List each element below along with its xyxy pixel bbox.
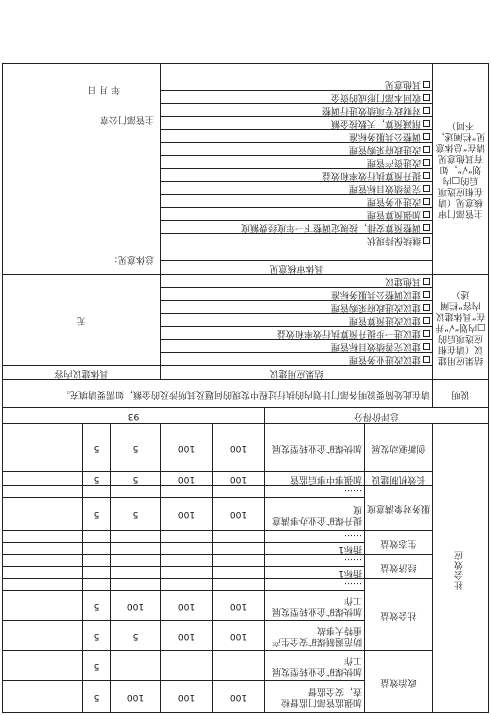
checkbox-icon[interactable] (423, 343, 430, 350)
dept-option-label: 其他意见 (384, 79, 421, 89)
indicator: 加强事中事后监管 (265, 472, 365, 486)
opinions-option[interactable] (161, 314, 432, 327)
weight: 5 (83, 651, 111, 681)
checkbox-icon[interactable] (423, 159, 430, 166)
opinions-option-label: 其他建议 (384, 276, 421, 286)
indicator: 加快煤矿企业转型发展 (265, 424, 365, 472)
weight: 5 (83, 621, 111, 651)
dept-option[interactable] (161, 156, 432, 169)
opinions-option[interactable] (161, 301, 432, 314)
checkbox-icon[interactable] (423, 185, 430, 192)
total-label: 总评价得分 (265, 408, 489, 424)
checkbox-icon[interactable] (423, 356, 430, 363)
checkbox-icon[interactable] (423, 211, 430, 218)
target-score: 100 (161, 681, 213, 713)
checkbox-icon[interactable] (423, 146, 430, 153)
actual-score: 5 (111, 424, 161, 472)
dept-summary-cell (3, 64, 161, 275)
index-score: 100 (213, 621, 265, 651)
dept-list (161, 64, 433, 261)
dept-option[interactable] (161, 208, 432, 221)
indicator: 指标1 (265, 543, 365, 555)
dept-option-label: 调整公共服务标准 (348, 131, 421, 141)
opinions-option-label: 建议进一步提升预算执行效率和效益 (276, 328, 421, 338)
checkbox-icon[interactable] (423, 107, 430, 114)
placeholder: …… (265, 579, 365, 591)
dept-option-label: 削减预算，天数按金额 (330, 118, 421, 128)
evaluation-table (2, 63, 489, 713)
placeholder: …… (265, 531, 365, 543)
dept-option-label: 收回本部门形成的资金 (330, 92, 421, 102)
dept-option[interactable] (161, 78, 432, 91)
checkbox-icon[interactable] (423, 291, 430, 298)
opinions-detail-value: 无 (3, 275, 161, 366)
target-score: 100 (161, 472, 213, 486)
opinions-label: 结果应用建议（请在相应选项后的□内划“√”并在“具体建议内容”栏阐述） (433, 275, 489, 380)
dept-label: 主管部门审核意见（请在相应选项后的□内划“√”，如有其他意见请在“总体意见”栏阐述，不同） (433, 64, 489, 275)
dept-option[interactable] (161, 91, 432, 104)
dept-sign: 主管部门公章 (99, 114, 154, 124)
checkbox-icon[interactable] (423, 304, 430, 311)
target-score: 100 (161, 621, 213, 651)
dept-option[interactable] (161, 130, 432, 143)
target-score: 100 (161, 424, 213, 472)
dept-option-label: 加强预算管理 (366, 209, 421, 219)
dept-option[interactable] (161, 169, 432, 182)
dept-summary: 总体意见： (108, 254, 154, 264)
sub-eco: 生态效益 (365, 531, 433, 555)
indicator: 提升煤矿企业办事满意度 (265, 498, 365, 531)
note-label: 说明 (433, 380, 489, 408)
sub-satisfaction: 服务对象满意度 (365, 486, 433, 531)
sub-mechanism: 长效机制建设 (365, 472, 433, 486)
dept-option[interactable] (161, 234, 432, 246)
actual-score: 100 (111, 681, 161, 713)
opinions-list (161, 275, 433, 366)
actual-score: 5 (111, 472, 161, 486)
checkbox-icon[interactable] (423, 133, 430, 140)
index-score: 100 (213, 472, 265, 486)
checkbox-icon[interactable] (423, 81, 430, 88)
placeholder: …… (265, 555, 365, 567)
dept-option[interactable] (161, 104, 432, 117)
dept-option[interactable] (161, 221, 432, 234)
target-score: 100 (161, 591, 213, 621)
sub-economic: 经济效益 (365, 555, 433, 579)
checkbox-icon[interactable] (423, 198, 430, 205)
weight: 5 (83, 681, 111, 713)
indicator: 加强监管部门监督检查，安全监督 (265, 681, 365, 713)
dept-option-label: 改进政府采购管理 (348, 144, 421, 154)
dept-option-label: 改进资产管理 (366, 157, 421, 167)
opinions-col-header: 结果应用建议 (161, 366, 433, 380)
opinions-option[interactable] (161, 288, 432, 301)
weight: 5 (83, 591, 111, 621)
dept-col-header: 具体审核意见 (161, 261, 433, 275)
actual-score: 5 (111, 621, 161, 651)
index-score: 100 (213, 681, 265, 713)
dept-option-label: 调整预算安排，按规定调整下一年度经费额度 (240, 222, 421, 232)
note-text: 请在此处简要说明各部门计划内的执行过程中发现的问题及其所涉及的金额，如需要请填充。 (3, 380, 433, 408)
actual-score: 100 (111, 591, 161, 621)
weight: 5 (83, 498, 111, 531)
indicator: 指标1 (265, 567, 365, 579)
actual-score: 5 (111, 498, 161, 531)
target-score: 100 (161, 498, 213, 531)
checkbox-icon[interactable] (423, 237, 430, 244)
total-value: 93 (3, 408, 265, 424)
sub-policy: 政治效益 (365, 651, 433, 713)
checkbox-icon[interactable] (423, 278, 430, 285)
index-score: 100 (213, 498, 265, 531)
opinions-option-label: 建议改进政府采购管理 (330, 302, 421, 312)
checkbox-icon[interactable] (423, 172, 430, 179)
dept-option-label: 完善绩效目标管理 (348, 183, 421, 193)
sub-social: 社会效益 (365, 579, 433, 651)
placeholder: …… (265, 486, 365, 498)
opinions-option-label: 建议改进预算管理 (348, 315, 421, 325)
sub-innovation: 创新驱动发展 (365, 424, 433, 472)
opinions-detail-header: 具体建议内容 (3, 366, 161, 380)
dept-option-label: 改进业务管理 (366, 196, 421, 206)
index-score: 100 (213, 424, 265, 472)
opinions-option-label: 建议完善绩效目标管理 (330, 341, 421, 351)
checkbox-icon[interactable] (423, 317, 430, 324)
checkbox-icon[interactable] (423, 330, 430, 337)
opinions-option-label: 建议调整公共服务标准 (330, 289, 421, 299)
opinions-option[interactable] (161, 340, 432, 353)
remark (3, 681, 83, 713)
checkbox-icon[interactable] (423, 94, 430, 101)
opinions-option[interactable] (161, 327, 432, 340)
index-score: 100 (213, 591, 265, 621)
dept-option[interactable] (161, 117, 432, 130)
indicator: 加快煤矿企业转型发展工作 (265, 651, 365, 681)
dept-option[interactable] (161, 195, 432, 208)
checkbox-icon[interactable] (423, 120, 430, 127)
weight: 5 (83, 424, 111, 472)
weight: 5 (83, 472, 111, 486)
dept-date: 年 月 日 (87, 84, 120, 94)
indicator: 加快煤矿企业转型发展工作 (265, 591, 365, 621)
dept-option-label: 提升预算执行效率和效益 (321, 170, 421, 180)
indicator: 防范遏制煤矿安全生产重特大事故 (265, 621, 365, 651)
dept-option[interactable] (161, 182, 432, 195)
checkbox-icon[interactable] (423, 224, 430, 231)
dept-option[interactable] (161, 143, 432, 156)
dimension-social: 社会效应 (433, 424, 489, 713)
opinions-option[interactable] (161, 275, 432, 288)
opinions-option[interactable] (161, 353, 432, 365)
opinions-option-label: 建议改进业务管理 (348, 354, 421, 364)
dept-option-label: 继续保持现状 (366, 235, 421, 245)
dept-option-label: 对财政专项绩效进行调整 (321, 105, 421, 115)
